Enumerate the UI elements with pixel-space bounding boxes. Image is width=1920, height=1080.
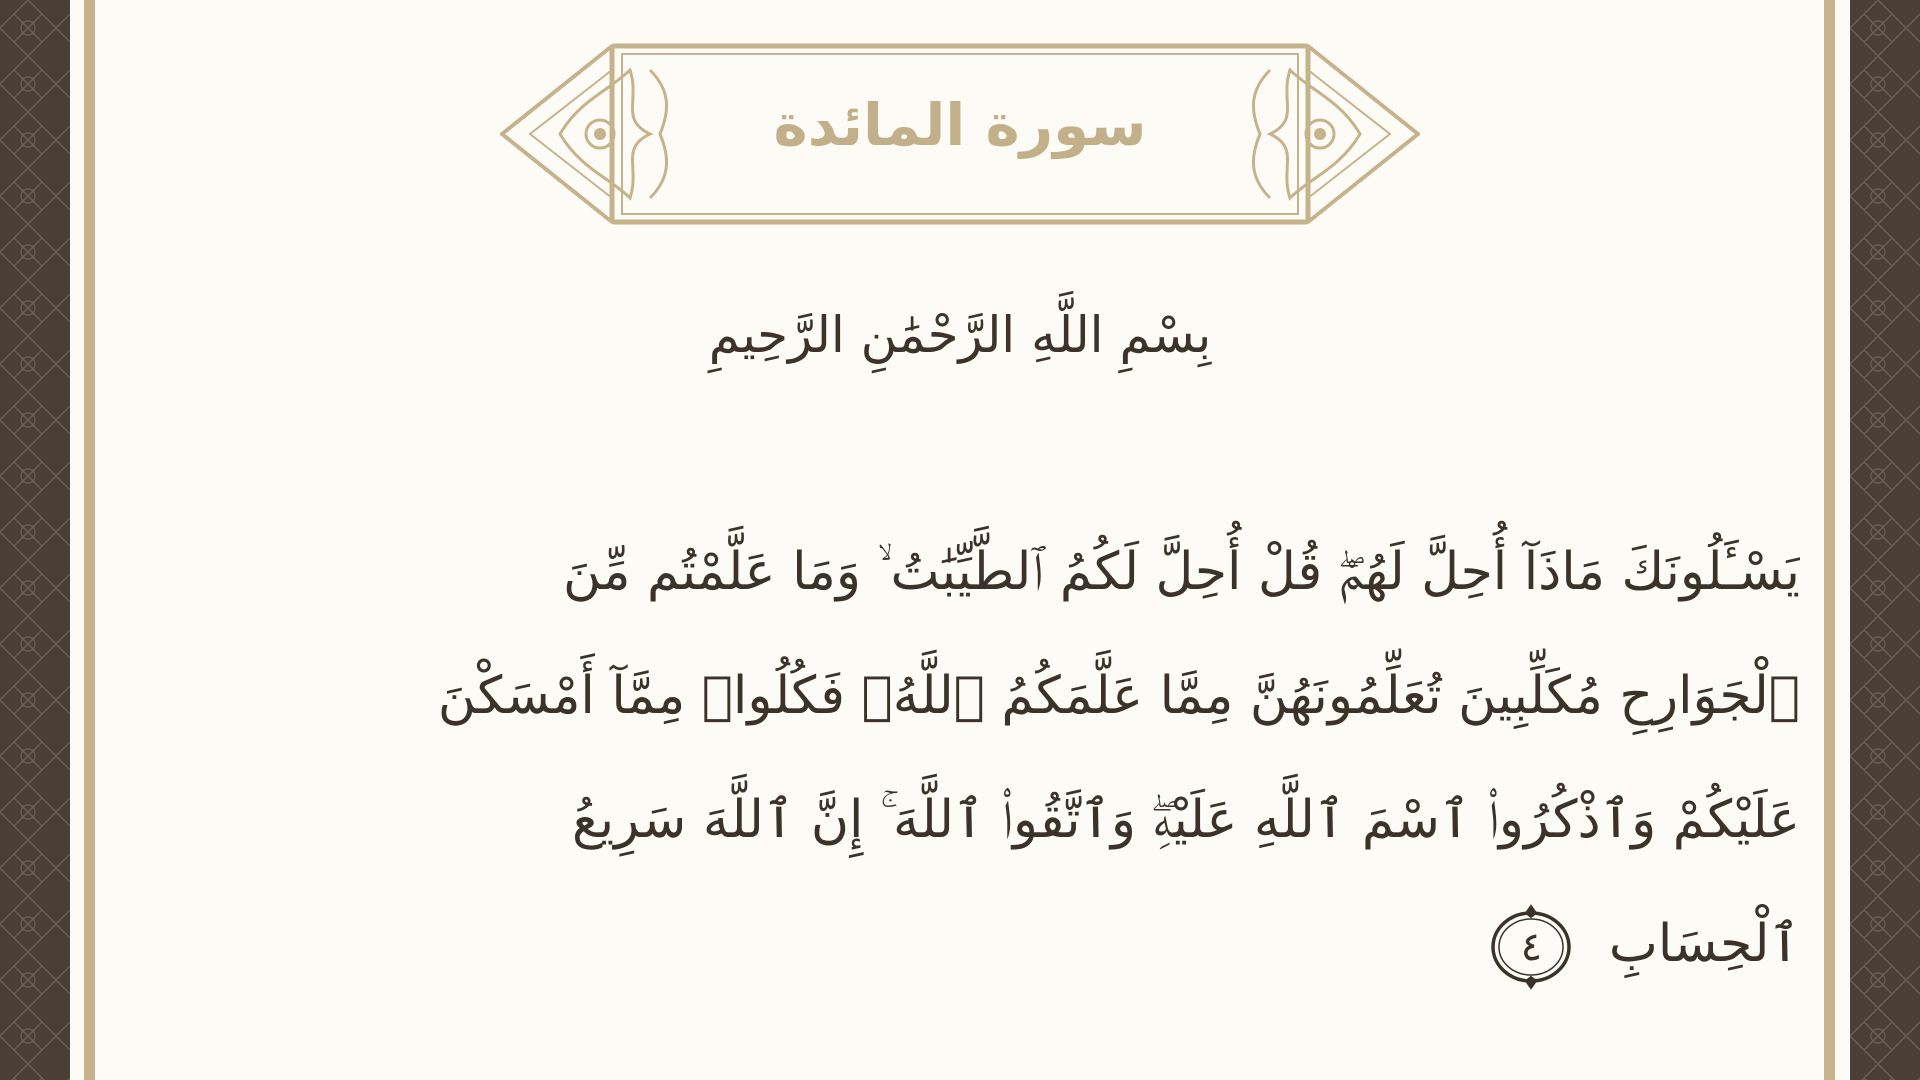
geometric-pattern-icon [1850, 0, 1920, 1080]
right-border-pattern [1850, 0, 1920, 1080]
left-border-pattern [0, 0, 70, 1080]
left-gold-rule [84, 0, 95, 1080]
verse-line-last [330, 882, 1800, 1006]
verse-text [330, 510, 1800, 1006]
verse-line: يَسْـَٔلُونَكَ مَاذَآ أُحِلَّ لَهُمْۖ قُلْ أُحِلَّ لَكُمُ ٱلطَّيِّبَٰتُ ۙ وَمَا عَلَّمْتُم مِّنَ [563, 542, 1800, 602]
verse-line-text: ٱلْحِسَابِ [1608, 914, 1800, 974]
verse-line: ٱلْجَوَارِحِ مُكَلِّبِينَ تُعَلِّمُونَهُنَّ مِمَّا عَلَّمَكُمُ ٱللَّهُۖ فَكُلُوا۟ مِمَّآ أَمْسَكْنَ [437, 666, 1800, 726]
surah-title: سورة المائدة [773, 91, 1147, 159]
ayah-number: ٤ [1520, 924, 1543, 970]
ayah-end-marker [1488, 904, 1574, 990]
verse-line: عَلَيْكُمْ وَٱذْكُرُوا۟ ٱسْمَ ٱللَّهِ عَلَيْهِۖ وَٱتَّقُوا۟ ٱللَّهَ ۚ إِنَّ ٱللَّهَ سَرِيعُ [571, 790, 1800, 850]
surah-header-frame [500, 40, 1420, 230]
basmala: بِسْمِ اللَّهِ الرَّحْمَٰنِ الرَّحِيمِ [708, 306, 1212, 364]
right-gold-rule [1824, 0, 1835, 1080]
geometric-pattern-icon [0, 0, 70, 1080]
